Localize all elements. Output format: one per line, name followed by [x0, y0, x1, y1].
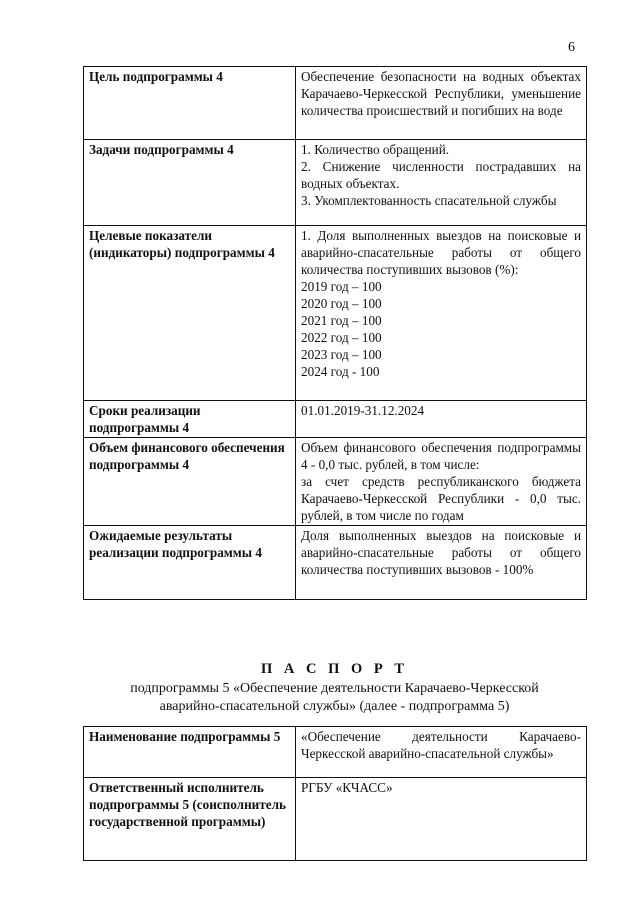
indicator-year-2024: 2024 год - 100	[301, 364, 380, 379]
tasks-value	[296, 140, 587, 226]
task-item-2: 2. Снижение численности пострадавших на водных объектах.	[301, 159, 581, 191]
executor-label: Ответственный исполнитель подпрограммы 5 (соисполнитель государственной программы)	[84, 778, 296, 861]
terms-value: 01.01.2019-31.12.2024	[296, 401, 587, 438]
indicators-label: Целевые показатели (индикаторы) подпрограммы 4	[84, 226, 296, 401]
table-row-goal	[84, 67, 587, 140]
indicator-year-2021: 2021 год – 100	[301, 313, 382, 328]
executor-value: РГБУ «КЧАСС»	[296, 778, 587, 861]
task-item-1: 1. Количество обращений.	[301, 142, 450, 157]
indicator-year-2019: 2019 год – 100	[301, 279, 382, 294]
table-row-indicators	[84, 226, 587, 401]
passport-title: П А С П О Р Т	[260, 661, 409, 677]
indicators-value	[296, 226, 587, 401]
finance-detail: за счет средств республиканского бюджета Карачаево-Черкесской Республики - 0,0 тыс. рублей, в том числе по годам	[301, 474, 581, 523]
table-row-terms	[84, 401, 587, 438]
name-value: «Обеспечение деятельности Карачаево-Черкесской аварийно-спасательной службы»	[296, 727, 587, 778]
task-item-3: 3. Укомплектованность спасательной службы	[301, 193, 557, 208]
subprogram-5-passport-table	[83, 726, 587, 861]
results-value: Доля выполненных выездов на поисковые и аварийно-спасательные работы от общего количества поступивших вызовов - 100%	[296, 526, 587, 600]
table-row-name	[84, 727, 587, 778]
goal-label: Цель подпрограммы 4	[84, 67, 296, 140]
passport-subtitle-line-1: подпрограммы 5 «Обеспечение деятельности Карачаево-Черкесской	[130, 681, 539, 696]
tasks-label: Задачи подпрограммы 4	[84, 140, 296, 226]
finance-label: Объем финансового обеспечения подпрограммы 4	[84, 438, 296, 526]
finance-main: Объем финансового обеспечения подпрограммы 4 - 0,0 тыс. рублей, в том числе:	[301, 440, 581, 472]
passport-subtitle-line-2: аварийно-спасательной службы» (далее - подпрограмма 5)	[159, 699, 510, 714]
subprogram-4-passport-table	[83, 66, 587, 600]
finance-value	[296, 438, 587, 526]
indicator-year-2020: 2020 год – 100	[301, 296, 382, 311]
results-label: Ожидаемые результаты реализации подпрограммы 4	[84, 526, 296, 600]
table-row-tasks	[84, 140, 587, 226]
indicators-intro: 1. Доля выполненных выездов на поисковые и аварийно-спасательные работы от общего количества поступивших вызовов (%):	[301, 228, 581, 277]
name-label: Наименование подпрограммы 5	[84, 727, 296, 778]
table-row-finance	[84, 438, 587, 526]
indicator-year-2022: 2022 год – 100	[301, 330, 382, 345]
subprogram-5-heading	[83, 660, 586, 716]
page-number: 6	[568, 40, 575, 55]
table-row-results	[84, 526, 587, 600]
terms-label: Сроки реализации подпрограммы 4	[84, 401, 296, 438]
goal-value: Обеспечение безопасности на водных объектах Карачаево-Черкесской Республики, уменьшение количества происшествий и погибших на воде	[296, 67, 587, 140]
indicator-year-2023: 2023 год – 100	[301, 347, 382, 362]
table-row-executor	[84, 778, 587, 861]
